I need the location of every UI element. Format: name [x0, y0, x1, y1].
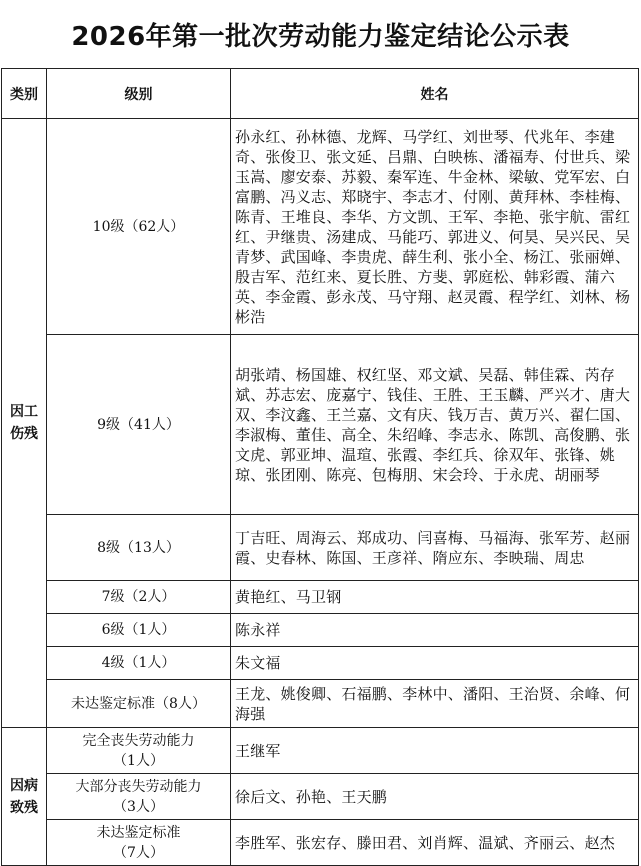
level-line: 完全丧失劳动能力: [82, 732, 195, 749]
level-cell: [47, 728, 231, 774]
level-cell: 9级（41人）: [47, 335, 231, 515]
names-cell: 孙永红、孙林德、龙辉、马学红、刘世琴、代兆年、李建奇、张俊卫、张文延、吕鼎、白映栋、潘福寿、付世兵、梁玉嵩、廖安泰、苏毅、秦军连、牛金林、梁敏、党军宏、白富鹏、冯义志、郑晓宇、李志才、付刚、黄拜林、李桂梅、陈青、王堆良、李华、方文凯、王军、李艳、张宇航、雷红红、尹继贵、汤建成、马能巧、郭进义、何昊、吴兴民、吴青梦、武国峰、李贵虎、薛生利、张小全、杨江、张丽婵、殷吉军、范红来、夏长胜、方斐、郭庭松、韩彩霞、蒲六英、李金霞、彭永茂、马守翔、赵灵霞、程学红、刘林、杨彬浩: [231, 119, 639, 335]
level-cell: 未达鉴定标准（8人）: [47, 680, 231, 728]
names-cell: 王龙、姚俊卿、石福鹏、李林中、潘阳、王治贤、余峰、何海强: [231, 680, 639, 728]
level-cell: [47, 820, 231, 866]
table-row: [2, 335, 639, 515]
level-cell: 8级（13人）: [47, 515, 231, 581]
category-cell: [2, 728, 47, 866]
table-row: [2, 581, 639, 614]
level-count: （7人）: [113, 844, 164, 861]
table-row: [2, 614, 639, 647]
level-cell: 4级（1人）: [47, 647, 231, 680]
category-cell: [2, 119, 47, 728]
table-row: [2, 774, 639, 820]
names-cell: 徐后文、孙艳、王天鹏: [231, 774, 639, 820]
names-cell: 胡张靖、杨国雄、权红坚、邓文斌、吴磊、韩佳霖、芮存斌、苏志宏、庞嘉宁、钱佳、王胜、王玉麟、严兴才、唐大双、李汶鑫、王兰嘉、文有庆、钱万吉、黄万兴、翟仁国、李淑梅、董佳、高全、朱绍峰、李志永、陈凯、高俊鹏、张文虎、郭亚坤、温瑄、张霞、李红兵、徐双年、张锋、姚琼、张团刚、陈亮、包梅朋、宋会玲、于永虎、胡丽琴: [231, 335, 639, 515]
category-label: 因病致残: [10, 777, 38, 816]
names-cell: 黄艳红、马卫钢: [231, 581, 639, 614]
level-line: 大部分丧失劳动能力: [75, 778, 202, 795]
table-row: [2, 119, 639, 335]
level-cell: 7级（2人）: [47, 581, 231, 614]
table-row: [2, 728, 639, 774]
header-category: 类别: [2, 69, 47, 119]
table-row: [2, 820, 639, 866]
level-line: 未达鉴定标准: [96, 824, 181, 841]
names-cell: 李胜军、张宏存、滕田君、刘肖辉、温斌、齐丽云、赵杰: [231, 820, 639, 866]
names-cell: 丁吉旺、周海云、郑成功、闫喜梅、马福海、张军芳、赵丽霞、史春林、陈国、王彦祥、隋应东、李映瑞、周忠: [231, 515, 639, 581]
header-row: [2, 69, 639, 119]
page-title: 2026年第一批次劳动能力鉴定结论公示表: [71, 21, 570, 52]
level-count: （3人）: [113, 798, 164, 815]
table-row: [2, 515, 639, 581]
names-cell: 王继军: [231, 728, 639, 774]
table-row: [2, 680, 639, 728]
level-cell: 6级（1人）: [47, 614, 231, 647]
names-cell: 陈永祥: [231, 614, 639, 647]
header-level: 级别: [47, 69, 231, 119]
level-cell: 10级（62人）: [47, 119, 231, 335]
level-cell: [47, 774, 231, 820]
level-count: （1人）: [113, 752, 164, 769]
results-table: [1, 68, 639, 866]
header-names: 姓名: [231, 69, 639, 119]
table-row: [2, 647, 639, 680]
names-cell: 朱文福: [231, 647, 639, 680]
category-label: 因工伤残: [10, 404, 38, 442]
